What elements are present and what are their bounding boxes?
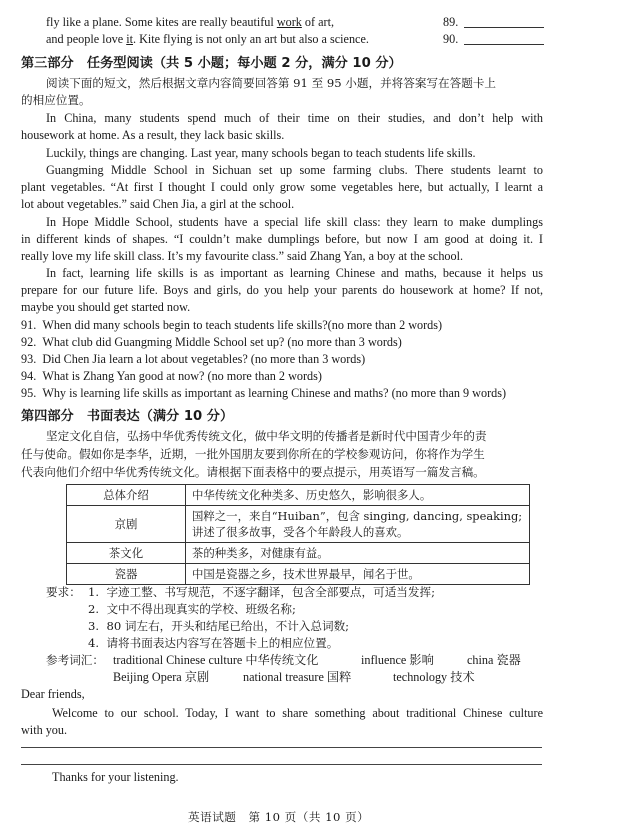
passage-p5-end: maybe you should get started now.	[21, 300, 191, 314]
table-value	[186, 506, 530, 543]
page-footer: 英语试题 第 10 页（共 10 页）	[188, 810, 370, 824]
table-key: 茶文化	[67, 543, 186, 564]
passage-p2: Luckily, things are changing. Last year, many schools began to teach students life skills.	[46, 146, 476, 160]
requirement-4: 4. 请将书面表达内容写在答题卡上的相应位置。	[88, 636, 339, 650]
requirement-2: 2. 文中不得出现真实的学校、班级名称;	[88, 602, 296, 616]
answer-slot-89: 89.	[443, 14, 544, 31]
part3-instruction-cont: 的相应位置。	[21, 93, 91, 107]
table-row	[67, 506, 530, 543]
table-value: 中华传统文化种类多、历史悠久，影响很多人。	[186, 485, 530, 506]
requirement-3: 3. 80 词左右，开头和结尾已给出，不计入总词数;	[88, 619, 350, 633]
part4-heading: 第四部分 书面表达（满分 10 分）	[21, 409, 234, 424]
table-value-line: 国粹之一，来自“Huiban”，包含 singing, dancing, speaking;	[192, 509, 523, 523]
table-key: 京剧	[67, 506, 186, 543]
vocab-label: 参考词汇：	[46, 653, 104, 667]
letter-greeting: Dear friends,	[21, 687, 85, 701]
table-row	[67, 564, 530, 585]
letter-opening: Welcome to our school. Today, I want to share something about traditional Chinese culture	[52, 706, 543, 720]
vocab-item: china 瓷器	[467, 653, 521, 667]
part4-intro-cont: 任与使命。假如你是李华，近期，一批外国朋友要到你所在的学校参观访问，你将作为学生	[21, 447, 485, 461]
passage-p1: In China, many students spend much of their time on their studies, and don’t help with	[46, 111, 543, 125]
letter-opening-cont: with you.	[21, 723, 68, 737]
passage-line-89: fly like a plane. Some kites are really beautiful work of art,	[46, 15, 335, 29]
vocab-item: national treasure 国粹	[243, 670, 352, 684]
table-key: 瓷器	[67, 564, 186, 585]
part3-heading: 第三部分 任务型阅读（共 5 小题；每小题 2 分，满分 10 分）	[21, 56, 402, 71]
vocab-item: Beijing Opera 京剧	[113, 670, 210, 684]
table-value-line: 讲述了很多故事，受各个年龄段人的喜欢。	[192, 525, 409, 539]
question-92: 92. What club did Guangming Middle School set up? (no more than 3 words)	[21, 335, 402, 349]
writing-line	[21, 747, 542, 748]
vocab-item: influence 影响	[361, 653, 434, 667]
vocab-item: technology 技术	[393, 670, 475, 684]
question-91: 91. When did many schools begin to teach students life skills?(no more than 2 words)	[21, 318, 443, 332]
letter-closing: Thanks for your listening.	[52, 770, 179, 784]
requirements-label: 要求：	[46, 585, 81, 599]
writing-line	[21, 764, 542, 765]
part4-intro: 坚定文化自信，弘扬中华优秀传统文化，做中华文明的传播者是新时代中国青少年的责	[46, 429, 487, 443]
part3-instruction: 阅读下面的短文，然后根据文章内容简要回答第 91 至 95 小题，并将答案写在答题卡上	[46, 76, 497, 90]
part4-intro-end: 代表向他们介绍中华优秀传统文化。请根据下面表格中的要点提示，用英语写一篇发言稿。	[21, 465, 485, 479]
table-row	[67, 485, 530, 506]
passage-p5: In fact, learning life skills is as important as learning Chinese and maths, because it helps us	[46, 266, 543, 280]
question-93: 93. Did Chen Jia learn a lot about vegetables? (no more than 3 words)	[21, 352, 366, 366]
passage-p4-cont: in different kinds of shapes. “I couldn’t make dumplings before, but now I am good at doing it. I	[21, 232, 543, 246]
answer-blank	[464, 15, 544, 28]
passage-p4-end: really love my life skill class. It’s my favourite class.” said Zhang Yan, a boy at the school.	[21, 249, 464, 263]
passage-p5-cont: prepare for our future life. Boys and girls, do you help your parents do housework at home? If not,	[21, 283, 543, 297]
passage-p3-end: lot about vegetables.” said Chen Jia, a girl at the school.	[21, 197, 295, 211]
passage-p3-cont: plant vegetables. “At first I thought I could only grow some vegetables here, but actually, I learnt a	[21, 180, 543, 194]
requirement-1: 1. 字迹工整、书写规范，不逐字翻译，包含全部要点，可适当发挥;	[88, 585, 435, 599]
answer-blank	[464, 32, 544, 45]
question-95: 95. Why is learning life skills as important as learning Chinese and maths? (no more than 9 words)	[21, 386, 507, 400]
table-row	[67, 543, 530, 564]
table-key: 总体介绍	[67, 485, 186, 506]
vocab-item: traditional Chinese culture 中华传统文化	[113, 653, 319, 667]
passage-line-90: and people love it. Kite flying is not only an art but also a science.	[46, 32, 369, 46]
table-value: 茶的种类多，对健康有益。	[186, 543, 530, 564]
table-value: 中国是瓷器之乡，技术世界最早，闻名于世。	[186, 564, 530, 585]
passage-p4: In Hope Middle School, students have a special life skill class: they learn to make dumplings	[46, 215, 543, 229]
passage-p3: Guangming Middle School in Sichuan set up some farming clubs. There students learnt to	[46, 163, 543, 177]
key-points-table	[66, 484, 530, 585]
answer-slot-90: 90.	[443, 31, 544, 48]
passage-p1-cont: housework at home. As a result, they lack basic skills.	[21, 128, 285, 142]
question-94: 94. What is Zhang Yan good at now? (no more than 2 words)	[21, 369, 322, 383]
